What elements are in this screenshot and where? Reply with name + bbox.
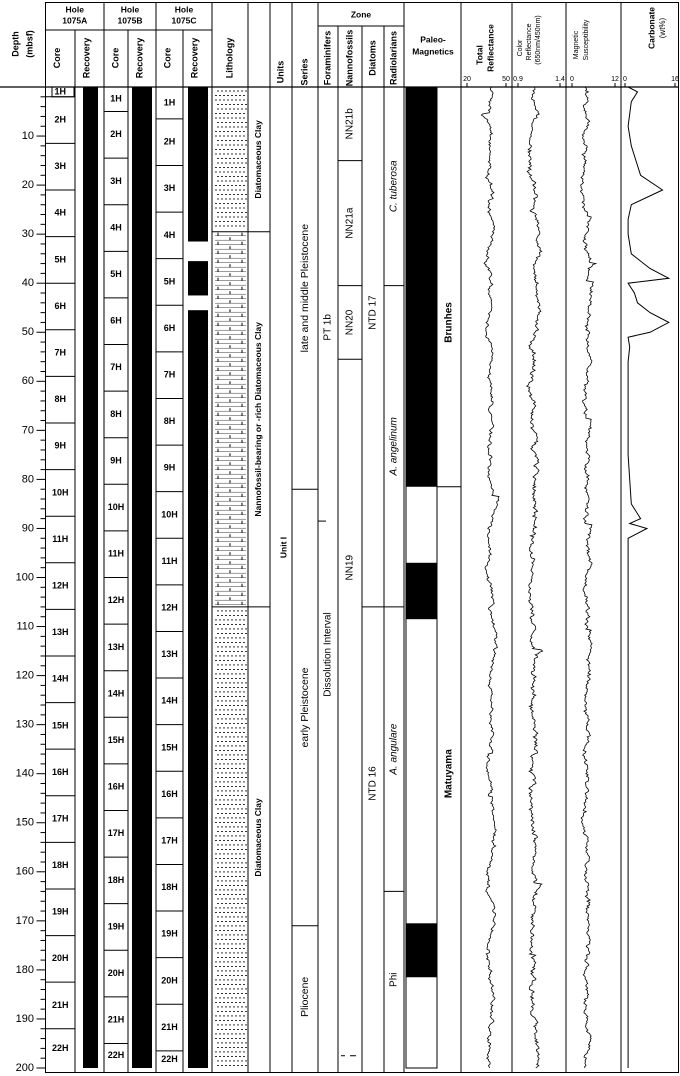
- total-reflectance-curve: [481, 87, 499, 1068]
- carbonate-title: (wt%): [658, 17, 668, 39]
- depth-tick-label: 80: [21, 473, 34, 486]
- unit-label: Unit I: [278, 536, 289, 559]
- depth-tick-label: 30: [21, 228, 34, 241]
- core-label: 6H: [110, 315, 122, 326]
- foraminifer-zone-label: Dissolution Interval: [322, 612, 334, 697]
- log-axis-tick-label: 1.4: [555, 75, 565, 83]
- carbonate-tick-label: 16: [671, 75, 679, 83]
- total-reflectance-title: Total: [474, 45, 485, 65]
- core-label: 18H: [161, 882, 178, 893]
- paleomag-label: Paleo-: [420, 34, 446, 45]
- core-label: 14H: [107, 688, 125, 699]
- core-label: 16H: [107, 781, 125, 792]
- depth-tick-label: 100: [15, 571, 34, 584]
- foraminifer-zone-label: PT 1b: [322, 314, 334, 341]
- core-label: 13H: [107, 641, 125, 652]
- carbonate-tick-label: 0: [623, 75, 627, 83]
- core-label: 5H: [163, 276, 176, 287]
- core-label: 20H: [161, 975, 178, 986]
- core-label: 19H: [161, 928, 178, 939]
- core-label: 17H: [161, 835, 178, 846]
- core-column-label: Core: [110, 47, 121, 69]
- depth-tick-label: 150: [15, 816, 34, 829]
- diatom-zone-label: NTD 16: [367, 766, 379, 801]
- core-label: 5H: [110, 268, 122, 279]
- zone-title: Zone: [350, 9, 372, 20]
- depth-tick-label: 180: [15, 963, 34, 976]
- core-label: 2H: [110, 129, 122, 140]
- radiolarian-zone-label: Phi: [388, 972, 400, 987]
- hole-id: 1075A: [62, 15, 88, 26]
- depth-tick-label: 20: [21, 179, 34, 192]
- core-label: 11H: [161, 555, 178, 566]
- core-label: 8H: [54, 394, 67, 405]
- lithology-pattern-nanno: [215, 233, 246, 605]
- hole-title: Hole: [120, 4, 140, 15]
- core-label: 7H: [163, 369, 176, 380]
- lithology-label: Nannofossil-bearing or -rich Diatomaceous Clay: [253, 322, 264, 517]
- core-column-label: Core: [51, 47, 62, 69]
- core-label: 13H: [51, 627, 69, 638]
- normal-polarity-interval: [406, 87, 437, 487]
- series-column-label: Series: [299, 58, 310, 86]
- core-label: 12H: [107, 595, 125, 606]
- mag-susceptibility-title: Susceptibility: [582, 19, 590, 61]
- core-label: 4H: [54, 207, 67, 218]
- radiolarians-label: Radiolarians: [388, 30, 399, 86]
- core-label: 17H: [51, 813, 69, 824]
- core-label: 9H: [54, 440, 67, 451]
- depth-tick-label: 190: [15, 1012, 34, 1025]
- radiolarian-zone-label: A. angulare: [388, 723, 400, 775]
- core-label: 17H: [107, 828, 125, 839]
- color-reflectance-curve: [527, 87, 543, 1068]
- core-label: 10H: [107, 501, 125, 512]
- core-label: 4H: [110, 222, 122, 233]
- core-label: 4H: [163, 229, 176, 240]
- log-axis-tick-label: 0: [570, 75, 574, 83]
- nannofossils-label: Nannofossils: [344, 29, 355, 87]
- recovery-gap: [186, 295, 208, 310]
- lithology-pattern-diatom: [215, 91, 247, 226]
- core-label: 18H: [51, 860, 69, 871]
- depth-tick-label: 40: [21, 277, 34, 290]
- core-label: 12H: [51, 580, 69, 591]
- diatom-zone-label: NTD 17: [367, 295, 379, 330]
- core-label: 20H: [51, 953, 69, 964]
- core-label: 1H: [163, 97, 176, 108]
- recovery-bar: [132, 87, 152, 1068]
- hole-id: 1075B: [117, 15, 143, 26]
- core-column-label: Core: [162, 47, 173, 69]
- core-label: 22H: [51, 1042, 69, 1053]
- core-label: 3H: [163, 183, 176, 194]
- hole-title: Hole: [65, 4, 84, 15]
- core-label: 11H: [52, 533, 69, 544]
- core-label: 1H: [110, 93, 122, 104]
- color-reflectance-title: Color: [516, 39, 524, 57]
- hole-title: Hole: [174, 4, 194, 15]
- core-label: 2H: [163, 136, 176, 147]
- core-label: 9H: [163, 462, 176, 473]
- hole-id: 1075C: [171, 15, 197, 26]
- series-label: Pliocene: [298, 976, 311, 1018]
- recovery-bar: [83, 87, 98, 1068]
- core-label: 20H: [107, 967, 125, 978]
- core-label: 13H: [161, 649, 178, 660]
- depth-tick-label: 140: [15, 767, 34, 780]
- depth-axis-unit: (mbsf): [24, 30, 35, 58]
- depth-tick-label: 200: [15, 1061, 34, 1074]
- units-column-label: Units: [275, 60, 286, 84]
- core-label: 21H: [161, 1021, 178, 1032]
- core-label: 8H: [110, 408, 122, 419]
- nannofossil-zone-label: NN19: [344, 554, 356, 581]
- core-label: 7H: [110, 362, 122, 373]
- nannofossil-zone-label: NN21a: [344, 207, 356, 239]
- core-label: 15H: [51, 720, 69, 731]
- series-label: late and middle Pleistocene: [298, 223, 311, 353]
- core-label: 9H: [110, 455, 122, 466]
- core-label: 22H: [161, 1053, 178, 1064]
- magnetic-susceptibility-curve: [580, 87, 595, 1068]
- core-label: 2H: [54, 114, 67, 125]
- depth-tick-label: 90: [21, 522, 34, 535]
- core-label: 8H: [163, 416, 176, 427]
- depth-axis-title: Depth: [10, 31, 21, 57]
- color-reflectance-title: Reflectance: [525, 23, 533, 61]
- recovery-bar: [188, 87, 208, 1068]
- mag-susceptibility-title: Magnetic: [572, 30, 580, 60]
- depth-tick-label: 50: [21, 326, 34, 339]
- carbonate-curve: [628, 87, 669, 1068]
- core-label: 21H: [51, 999, 69, 1010]
- core-label: 12H: [161, 602, 178, 613]
- nannofossil-zone-label: NN20: [344, 309, 356, 336]
- depth-tick-label: 60: [21, 375, 34, 388]
- log-axis-tick-label: 0.9: [513, 75, 523, 83]
- core-label: 6H: [54, 300, 67, 311]
- recovery-column-label: Recovery: [134, 37, 145, 79]
- paleomag-label: Magnetics: [412, 46, 454, 57]
- core-label: 19H: [51, 906, 69, 917]
- log-axis-tick-label: 50: [502, 75, 510, 83]
- core-label: 15H: [107, 734, 125, 745]
- core-label: 16H: [51, 766, 69, 777]
- radiolarian-zone-label: A. angelinum: [388, 417, 400, 476]
- depth-tick-label: 110: [16, 620, 34, 633]
- lithology-label: Diatomaceous Clay: [253, 120, 264, 199]
- chron-label: Matuyama: [443, 749, 455, 799]
- chron-label: Brunhes: [443, 302, 455, 343]
- normal-polarity-interval: [406, 563, 437, 619]
- core-label: 16H: [161, 788, 178, 799]
- core-label: 10H: [51, 487, 69, 498]
- normal-polarity-interval: [406, 923, 437, 977]
- carbonate-title: Carbonate: [646, 6, 657, 50]
- core-label: 22H: [107, 1050, 125, 1061]
- recovery-gap: [186, 242, 208, 262]
- core-label: 3H: [54, 161, 67, 172]
- depth-tick-label: 130: [15, 718, 34, 731]
- depth-tick-label: 10: [21, 129, 34, 142]
- radiolarian-zone-label: C. tuberosa: [388, 160, 400, 213]
- lithology-column-label: Lithology: [224, 37, 235, 79]
- foraminifers-label: Foraminifers: [322, 30, 333, 86]
- color-reflectance-title: (650nm/450nm): [534, 15, 542, 65]
- core-label: 21H: [107, 1014, 125, 1025]
- log-axis-tick-label: 12: [611, 75, 619, 83]
- lithology-pattern-diatom: [215, 611, 247, 1066]
- core-label: 14H: [51, 673, 69, 684]
- recovery-column-label: Recovery: [81, 37, 92, 79]
- core-label: 1H: [54, 86, 67, 97]
- core-label: 11H: [107, 548, 125, 559]
- core-label: 14H: [161, 695, 178, 706]
- lithology-label: Diatomaceous Clay: [253, 798, 264, 877]
- core-label: 7H: [54, 347, 67, 358]
- total-reflectance-title: Reflectance: [485, 24, 496, 72]
- depth-tick-label: 70: [21, 424, 34, 437]
- core-label: 19H: [107, 921, 125, 932]
- depth-tick-label: 170: [15, 914, 34, 927]
- core-label: 10H: [161, 509, 178, 520]
- core-label: 3H: [110, 175, 122, 186]
- depth-tick-label: 120: [15, 669, 34, 682]
- series-label: early Pleistocene: [298, 667, 311, 748]
- core-label: 6H: [163, 322, 176, 333]
- log-axis-tick-label: 20: [463, 75, 471, 83]
- core-label: 5H: [54, 254, 67, 265]
- diatoms-label: Diatoms: [367, 40, 378, 76]
- recovery-column-label: Recovery: [189, 37, 200, 79]
- nannofossil-zone-label: NN21b: [344, 108, 356, 140]
- core-label: 18H: [107, 874, 125, 885]
- core-label: 15H: [161, 742, 178, 753]
- depth-tick-label: 160: [15, 865, 34, 878]
